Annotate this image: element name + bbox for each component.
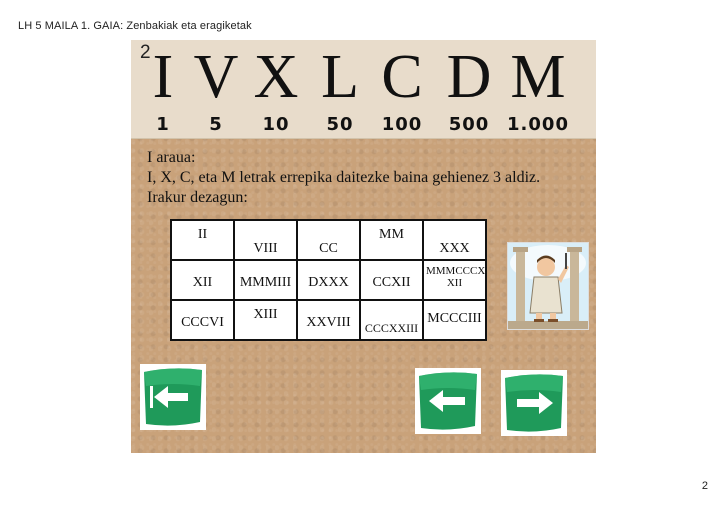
page-number: 2 [701, 480, 708, 492]
table-cell [423, 220, 486, 260]
cell-text: VIII [253, 241, 278, 256]
cell-text: CCXII [372, 275, 411, 290]
numeral-value: 10 [262, 114, 290, 135]
table-row [171, 220, 486, 260]
cell-text: CCCXXIII [364, 321, 419, 335]
table-cell [297, 220, 360, 260]
cell-text: MCCCIII [427, 311, 482, 326]
table-cell [171, 260, 234, 300]
next-button[interactable] [501, 370, 567, 436]
table-row [171, 260, 486, 300]
numeral-value: 50 [326, 114, 354, 135]
previous-button[interactable] [415, 368, 481, 434]
cell-text: MMMCCCX XII [426, 265, 486, 289]
table-cell [171, 220, 234, 260]
numeral-m [498, 40, 578, 135]
table-cell [423, 260, 486, 300]
numeral-d [429, 40, 509, 135]
cell-text: XXVIII [306, 315, 351, 330]
next-arrow-icon [501, 370, 567, 436]
teacher-figure-icon [507, 242, 589, 330]
numeral-value: 500 [448, 114, 490, 135]
table-cell [234, 260, 297, 300]
cell-text: MMMIII [239, 275, 292, 290]
rule-body: I, X, C, eta M letrak errepika daitezke baina gehienez 3 aldiz. [147, 169, 541, 186]
table-cell [297, 260, 360, 300]
table-cell [423, 300, 486, 340]
numeral-letter: C [381, 43, 423, 111]
cell-text: II [197, 227, 208, 242]
cell-text: CCCVI [181, 315, 224, 330]
numeral-letter: M [510, 43, 566, 111]
table-row [171, 300, 486, 340]
previous-arrow-icon [415, 368, 481, 434]
numeral-value: 1 [156, 114, 170, 135]
table-cell [234, 220, 297, 260]
rule-text [147, 148, 587, 208]
table-cell [360, 300, 423, 340]
numeral-value: 100 [381, 114, 423, 135]
numeral-letter: D [446, 43, 492, 111]
slide-panel [131, 40, 596, 453]
table-cell [171, 300, 234, 340]
cell-text: XXX [439, 241, 470, 256]
numeral-letter: I [152, 43, 174, 111]
table-cell [360, 220, 423, 260]
numeral-letter: V [193, 43, 239, 111]
cell-text: MM [379, 227, 404, 242]
numeral-letter: X [253, 43, 299, 111]
numeral-value: 1.000 [507, 114, 569, 135]
rule-heading: I araua: [147, 149, 196, 166]
cell-text: DXXX [308, 275, 349, 290]
numeral-banner [131, 40, 596, 139]
cell-text: XII [192, 275, 213, 290]
cell-text: CC [319, 241, 338, 256]
table-cell [297, 300, 360, 340]
document-header: LH 5 MAILA 1. GAIA: Zenbakiak eta eragiketak [18, 20, 252, 32]
back-button[interactable] [140, 364, 206, 430]
table-cell [360, 260, 423, 300]
slide-number: 2 [140, 42, 151, 63]
numeral-letter: L [321, 43, 359, 111]
roman-numeral-table [170, 219, 487, 341]
numeral-value: 5 [209, 114, 223, 135]
table-cell [234, 300, 297, 340]
rule-prompt: Irakur dezagun: [147, 189, 248, 206]
cell-text: XIII [253, 307, 278, 322]
back-arrow-icon [140, 364, 206, 430]
